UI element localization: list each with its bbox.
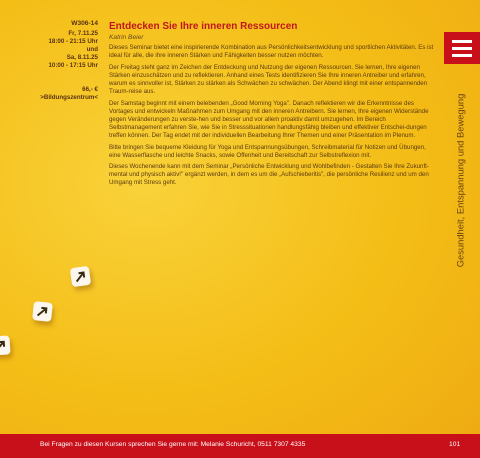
category-label	[449, 70, 471, 290]
menu-line	[452, 40, 472, 43]
dice-arrow-icon	[0, 335, 11, 355]
course-code: W306-14	[71, 20, 98, 27]
date-saturday: Sa, 8.11.25	[66, 54, 98, 61]
page-number: 101	[449, 441, 461, 448]
menu-line	[452, 47, 472, 50]
dice-arrow-icon	[70, 266, 91, 287]
footer-contact: Bei Fragen zu diesen Kursen sprechen Sie gerne mit: Melanie Schuricht, 0511 7307 4335	[40, 441, 306, 448]
time-friday: 18:00 - 21:15 Uhr	[48, 38, 98, 45]
paragraph-bring: Bitte bringen Sie bequeme Kleidung für Yoga und Entspannungsübungen, Schreibmaterial für Notizen und Übungen, eine Wasserflasche und leichte Snacks, sowie Offenheit und Bereitschaft zur Selbstreflexion mit.	[109, 143, 426, 159]
paragraph-intro: Dieses Seminar bietet eine inspirierende Kombination aus Persönlichkeitsentwicklung und sportlichen Aktivitäten. Es ist ideal für alle, die ihre inneren Stärken und Fähigkeiten besser nutzen möchten.	[109, 44, 434, 60]
course-schedule	[0, 20, 98, 102]
course-title: Entdecken Sie Ihre inneren Ressourcen	[109, 21, 298, 32]
footer-bar	[0, 434, 480, 458]
hamburger-menu-icon[interactable]	[444, 32, 480, 64]
date-friday: Fr, 7.11.25	[68, 30, 98, 37]
course-description	[109, 21, 439, 191]
course-price: 66,- €	[82, 86, 98, 93]
und-label: und	[86, 46, 98, 53]
course-teacher: Katrin Beier	[109, 34, 144, 41]
time-saturday: 10:00 - 17:15 Uhr	[48, 62, 98, 69]
paragraph-combine: Dieses Wochenende kann mit dem Seminar „Persönliche Entwicklung und Wohlbefinden - Gestalten Sie Ihre Zukunft- mental und physisch aktiv!" ergänzt werden, in dem es um die „Aufschieberitis", die persönliche Resilienz und um den Umgang mit Stress geht.	[109, 163, 429, 187]
course-venue: >Bildungszentrum<	[40, 94, 98, 101]
paragraph-saturday: Der Samstag beginnt mit einem belebenden „Good Morning Yoga". Danach reflektieren wir die Erkenntnisse des Vortages und entwickeln Maßnahmen zum Umgang mit den inneren Antreibern. Sie lernen, Ihre eigenen Widerstände gegen Veränderungen zu verste-hen und besser und vor allem proaktiv damit umzugehen. Im Bereich Selbstmanagement erfahren Sie, wie Sie in Stresssituationen handlungsfähig bleiben und effektiver Entschei-dungen treffen können. Der Tag endet mit der individuellen Bearbeitung Ihrer Themen und einer Präsentation im Plenum.	[109, 99, 429, 139]
category-text: Gesundheit, Entspannung und Bewegung	[454, 93, 466, 267]
dice-arrow-icon	[32, 301, 53, 322]
menu-line	[452, 54, 472, 57]
paragraph-friday: Der Freitag steht ganz im Zeichen der Entdeckung und Nutzung der eigenen Ressourcen. Sie lernen, Ihre eigenen Stärken einzuschätzen und zu reflektieren. Anhand eines Tests identifizieren Sie Ihre inneren Antreiber und erfahren, warum es sinnvoller ist, Stärken zu stärken als Schwächen zu schwächen. Der Abend klingt mit einer entspannenden Traum-reise aus.	[109, 63, 428, 95]
